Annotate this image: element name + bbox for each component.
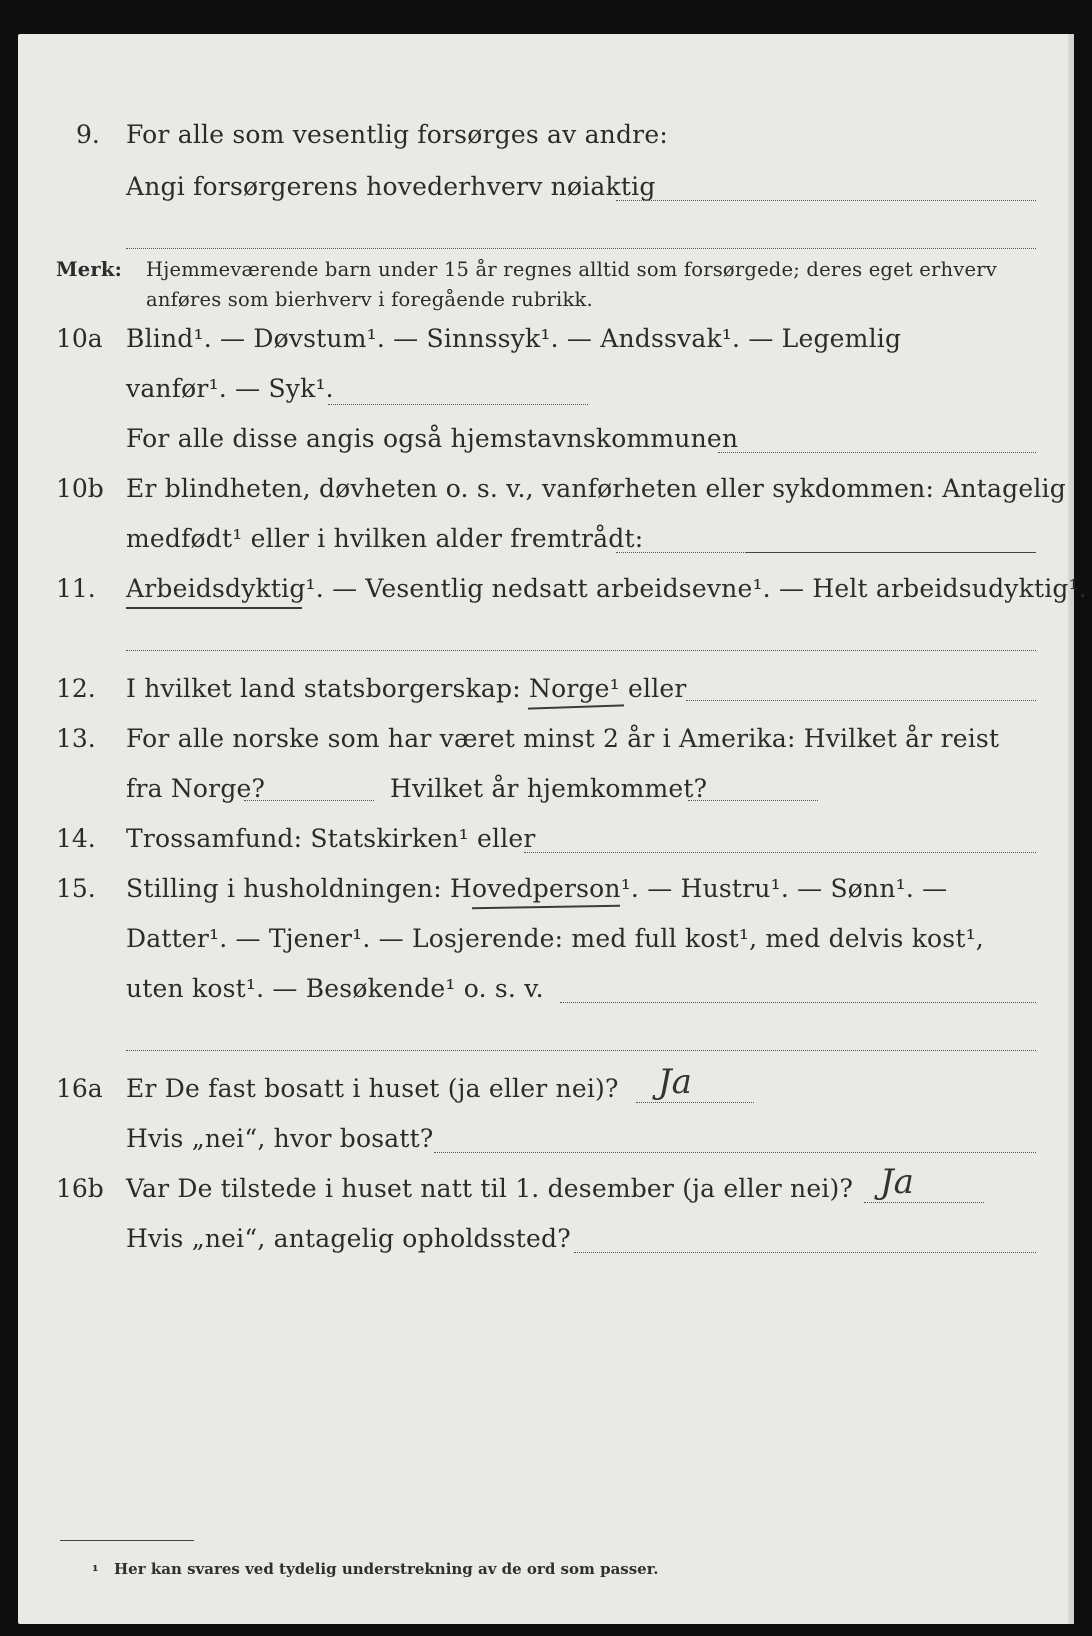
- q11-number: 11.: [56, 574, 96, 603]
- q14-religion-field[interactable]: [524, 852, 1036, 853]
- q13-number: 13.: [56, 724, 96, 753]
- q13-return-label: Hvilket år hjemkommet?: [390, 774, 708, 803]
- q12-question: I hvilket land statsborgerskap: Norge¹ eller: [126, 674, 687, 703]
- q15-number: 15.: [56, 874, 96, 903]
- q16a-residence-label: Hvis „nei“, hvor bosatt?: [126, 1124, 434, 1153]
- q16a-question: Er De fast bosatt i huset (ja eller nei)?: [126, 1074, 619, 1103]
- q10b-number: 10b: [56, 474, 104, 503]
- q13-departure-label: fra Norge?: [126, 774, 266, 803]
- q11-extra-field[interactable]: [126, 650, 1036, 651]
- q10a-home-municipality-label: For alle disse angis også hjemstavnskommunen: [126, 424, 739, 453]
- q11-underline-selection: [126, 607, 302, 609]
- q16a-answer-field[interactable]: [636, 1102, 754, 1103]
- q16b-handwritten-answer: Ja: [880, 1162, 914, 1202]
- q16b-whereabouts-field[interactable]: [574, 1252, 1036, 1253]
- footnote-mark: ¹: [92, 1562, 99, 1580]
- census-form-page: [18, 34, 1087, 1624]
- q15-extra-field-2[interactable]: [126, 1050, 1036, 1051]
- q10b-age-field-dotted[interactable]: [616, 552, 746, 553]
- q16b-answer-field[interactable]: [864, 1202, 984, 1203]
- q15-extra-field[interactable]: [560, 1002, 1036, 1003]
- q15-underline-selection: [472, 905, 620, 910]
- q9-number: 9.: [76, 120, 100, 149]
- q9-question: For alle som vesentlig forsørges av andre:: [126, 120, 668, 149]
- q10b-age-field-line[interactable]: [746, 552, 1036, 553]
- q13-return-field[interactable]: [688, 800, 818, 801]
- footnote-text: Her kan svares ved tydelig understrekning av de ord som passer.: [114, 1560, 659, 1578]
- q10b-question: Er blindheten, døvheten o. s. v., vanførheten eller sykdommen: Antagelig: [126, 474, 1066, 503]
- q9-occupation-field[interactable]: [616, 200, 1036, 201]
- q9-occupation-label: Angi forsørgerens hovederhverv nøiaktig: [126, 172, 656, 201]
- q14-number: 14.: [56, 824, 96, 853]
- q14-question: Trossamfund: Statskirken¹ eller: [126, 824, 536, 853]
- note-text-1: Hjemmeværende barn under 15 år regnes alltid som forsørgede; deres eget erhverv: [146, 258, 998, 281]
- q10b-age-label: medfødt¹ eller i hvilken alder fremtrådt:: [126, 524, 644, 553]
- q16a-number: 16a: [56, 1074, 103, 1103]
- q13-question: For alle norske som har været minst 2 år i Amerika: Hvilket år reist: [126, 724, 1000, 753]
- q12-citizenship-field[interactable]: [686, 700, 1036, 701]
- q15-options-1: Stilling i husholdningen: Hovedperson¹. — Hustru¹. — Sønn¹. —: [126, 874, 948, 903]
- q16b-number: 16b: [56, 1174, 104, 1203]
- q15-options-2: Datter¹. — Tjener¹. — Losjerende: med full kost¹, med delvis kost¹,: [126, 924, 984, 953]
- q10a-number: 10a: [56, 324, 103, 353]
- q13-departure-field[interactable]: [244, 800, 374, 801]
- q16b-question: Var De tilstede i huset natt til 1. desember (ja eller nei)?: [126, 1174, 854, 1203]
- q10a-home-municipality-field[interactable]: [718, 452, 1036, 453]
- note-label: Merk:: [56, 258, 122, 281]
- page-edge: [1068, 34, 1074, 1624]
- q16a-handwritten-answer: Ja: [658, 1062, 692, 1102]
- footnote-rule: [60, 1540, 194, 1541]
- q9-extra-field[interactable]: [126, 248, 1036, 249]
- q10a-options-2: vanfør¹. — Syk¹.: [126, 374, 334, 403]
- q12-underline-selection: [528, 704, 624, 709]
- q16a-residence-field[interactable]: [434, 1152, 1036, 1153]
- q12-number: 12.: [56, 674, 96, 703]
- q11-options: Arbeidsdyktig¹. — Vesentlig nedsatt arbeidsevne¹. — Helt arbeidsudyktig¹.: [126, 574, 1087, 603]
- q10a-sick-field[interactable]: [328, 404, 588, 405]
- q16b-whereabouts-label: Hvis „nei“, antagelig opholdssted?: [126, 1224, 571, 1253]
- note-text-2: anføres som bierhverv i foregående rubrikk.: [146, 288, 593, 311]
- q10a-options-1: Blind¹. — Døvstum¹. — Sinnssyk¹. — Andssvak¹. — Legemlig: [126, 324, 902, 353]
- q15-options-3: uten kost¹. — Besøkende¹ o. s. v.: [126, 974, 544, 1003]
